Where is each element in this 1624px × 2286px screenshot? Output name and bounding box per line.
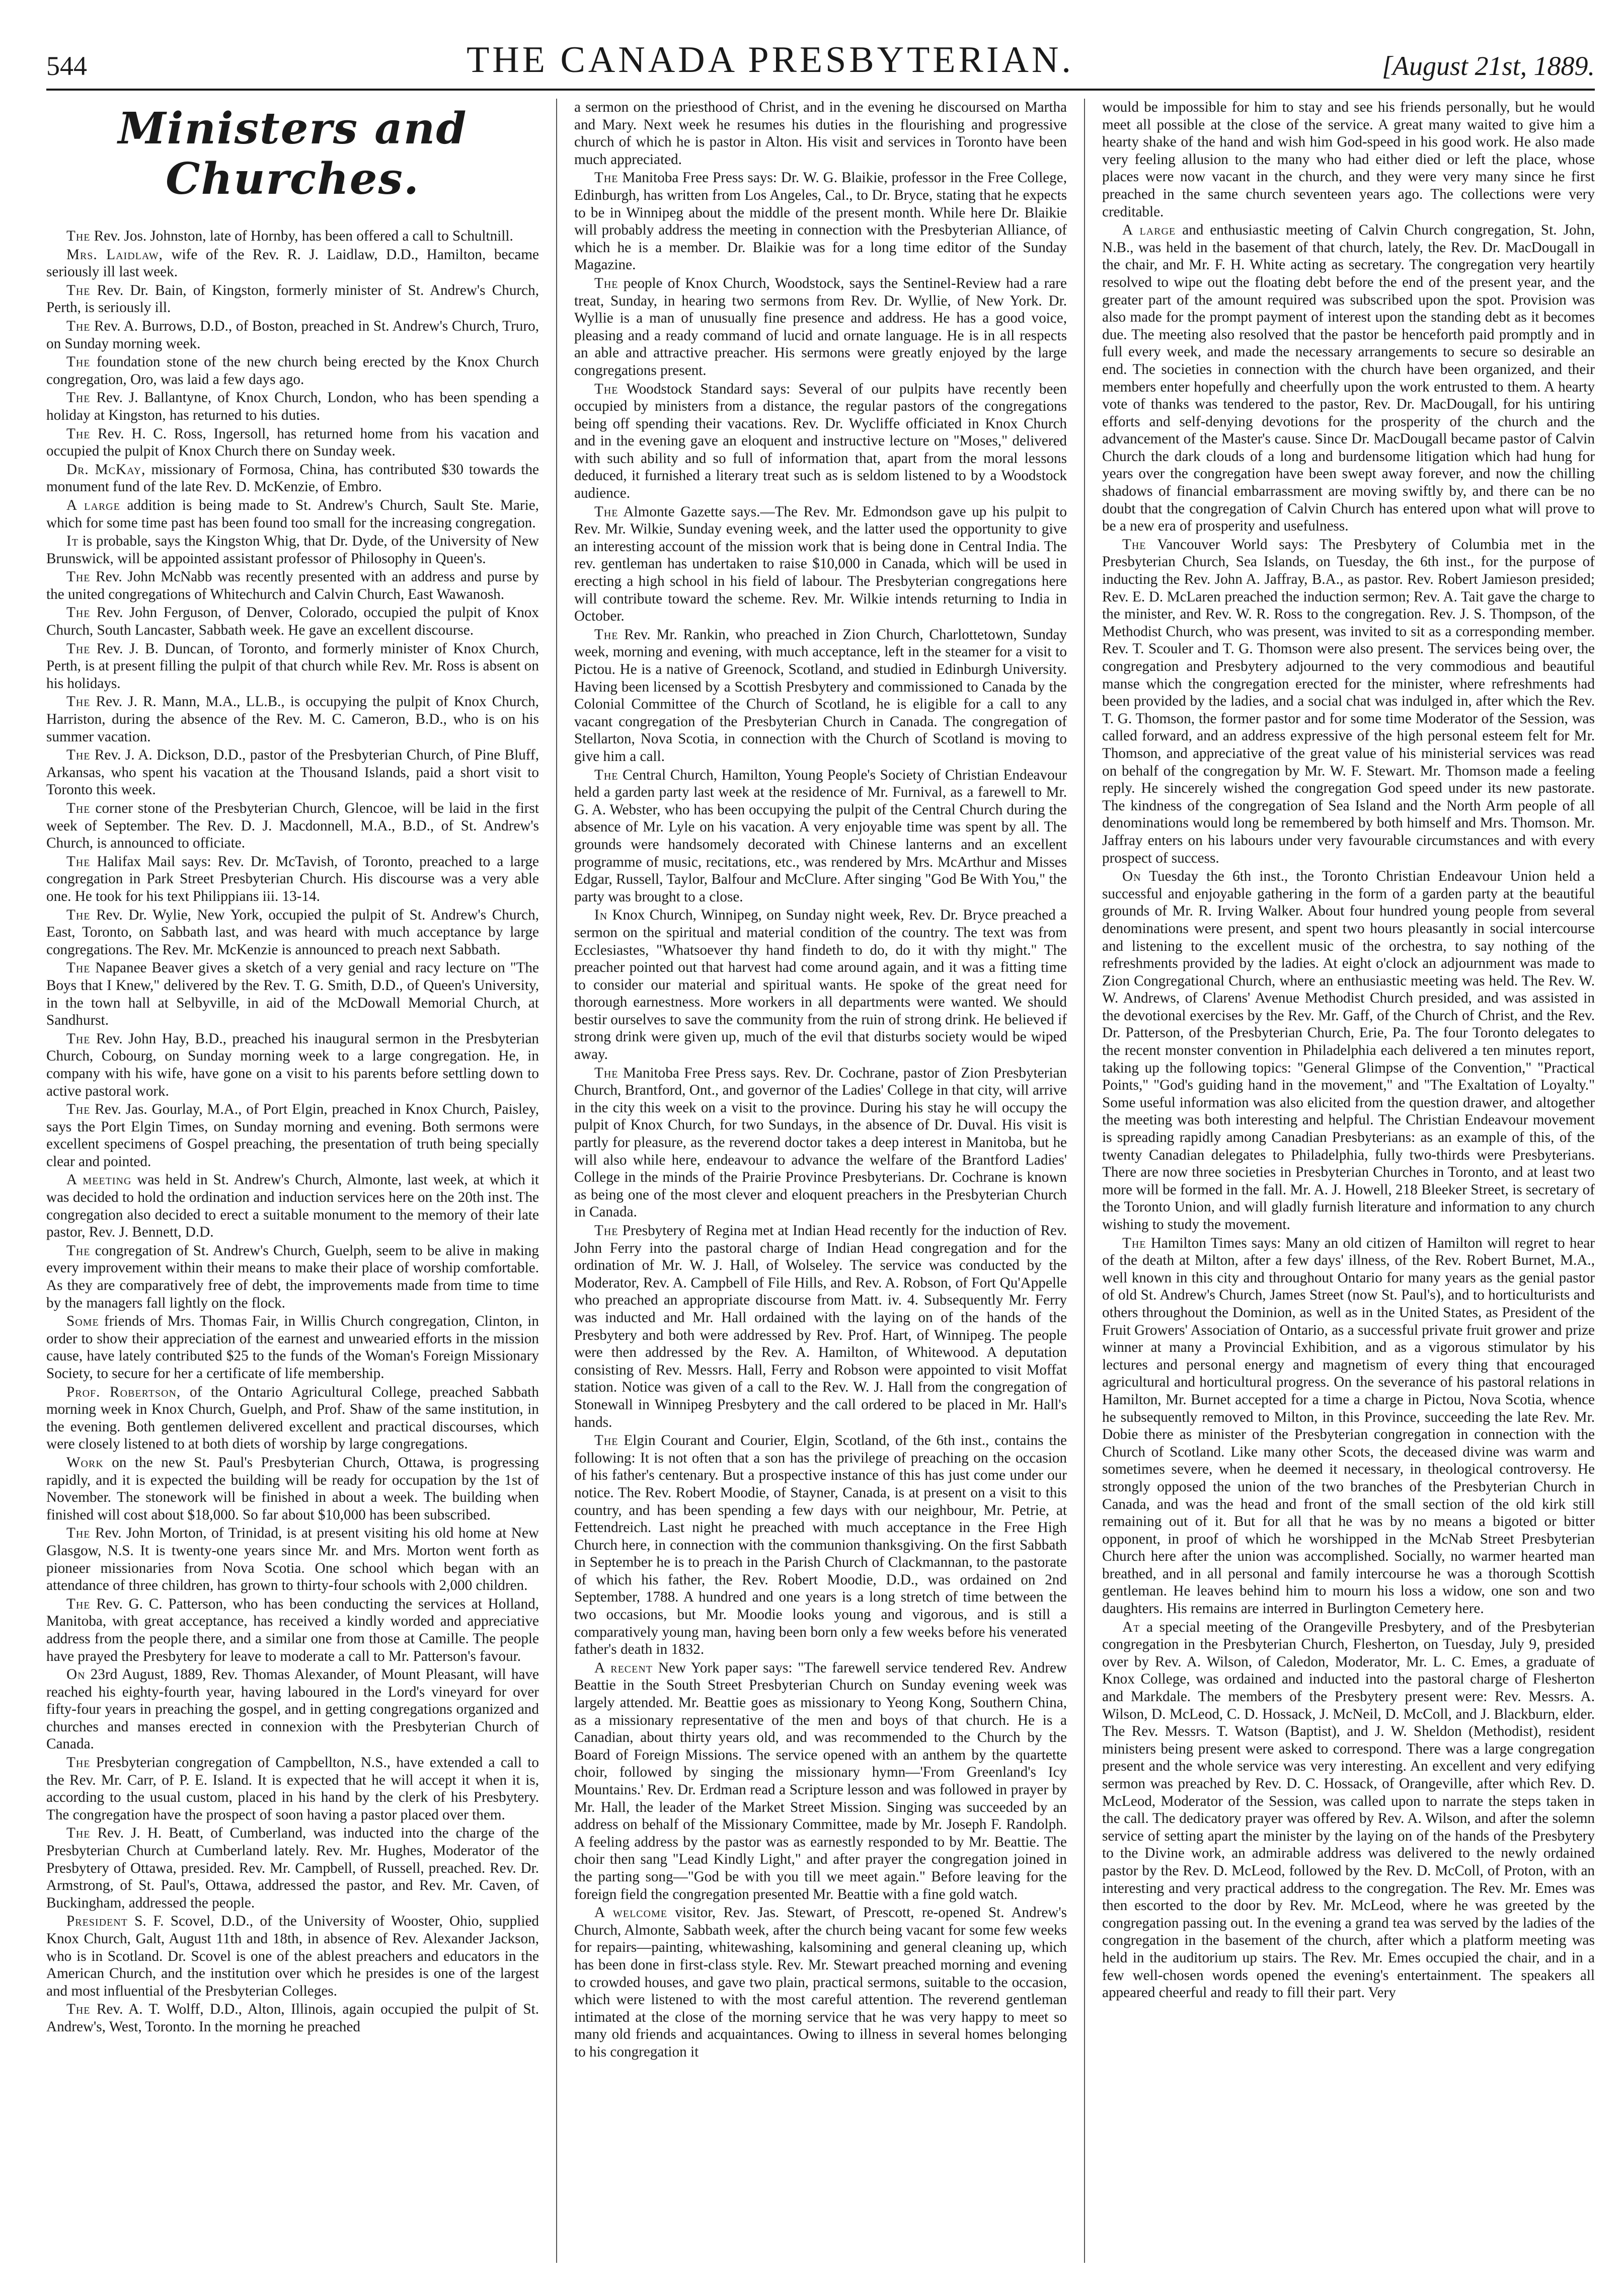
item-text: Elgin Courant and Courier, Elgin, Scotland, of the 6th inst., contains the following: It is not often that a son has the privilege of preaching on the occasion of his father's centenary. But a prospective instance of this has just come under our notice. The Rev. Robert Moodie, of Stayner, Canada, is at present on a visit to this country, and has been spending a few days with our neighbour, Mr. Petrie, at Fettendreich. Last night he preached with much acceptance in the Free High Church here, in connection with the communion thanksgiving. On the first Sabbath in September he is to preach in the Parish Church of Clackmannan, to the pastorate of which his father, the Rev. Robert Moodie, D.D., was ordained on 2nd September, 1788. A hundred and one years is a long stretch of time between the two occasions, but Mr. Moodie looks young and vigorous, and is still a comparatively young man, having been born only a few weeks before his venerated father's death in 1832. (574, 1432, 1067, 1658)
news-item (46, 532, 539, 567)
item-lead: The (66, 354, 91, 370)
news-item (46, 800, 539, 852)
column-1 (46, 99, 556, 2263)
news-item (574, 1222, 1067, 1431)
item-text: Rev. John Morton, of Trinidad, is at present visiting his old home at New Glasgow, N.S. It is twenty-one years since Mr. and Mrs. Morton went forth as pioneer missionaries from Nova Scotia. One school which began with an attendance of three children, has grown to thirty-four schools with 2,000 children. (46, 1525, 539, 1594)
item-text: Rev. John Ferguson, of Denver, Colorado, occupied the pulpit of Knox Church, South Lancaster, Sabbath week. He gave an excellent discourse. (46, 604, 539, 639)
item-lead: A large (66, 497, 120, 513)
item-lead: The (1122, 1235, 1146, 1251)
item-text: would be impossible for him to stay and see his friends personally, but he would meet all possible at the close of the service. A great many waited to give him a hearty shake of the hand and wish him God-speed in his good work. He also made very feeling allusion to the many who had either died or left the place, whose places were now vacant in the church, and they were very many since he first preached in the same church seventeen years ago. The collections were very creditable. (1102, 99, 1595, 220)
item-text: Rev. J. A. Dickson, D.D., pastor of the Presbyterian Church, of Pine Bluff, Arkansas, who spent his vacation at the Thousand Islands, paid a short visit to Toronto this week. (46, 747, 539, 798)
news-item (46, 853, 539, 905)
news-item (46, 1913, 539, 2000)
item-text: Rev. Jas. Gourlay, M.A., of Port Elgin, preached in Knox Church, Paisley, says the Port Elgin Times, on Sunday morning and evening. Both sermons were excellent specimens of Gospel preaching, the presentation of truth being specially clear and pointed. (46, 1101, 539, 1170)
news-item (574, 99, 1067, 168)
news-item (46, 1101, 539, 1170)
page-number: 544 (46, 51, 87, 81)
news-item (46, 1171, 539, 1241)
item-text: Knox Church, Winnipeg, on Sunday night week, Rev. Dr. Bryce preached a sermon on the spiritual and material condition of the country. The text was from Ecclesiastes, "Whatsoever thy hand findeth to do, do it with thy might." The preacher pointed out that harvest had come around again, and it was a fitting time to consider our material and spiritual wants. He spoke of the great need for thorough earnestness. More workers in all departments were wanted. We should bestir ourselves to save the community from the ruin of strong drink. He believed if strong drink were given up, much of the evil that disturbs society would be wiped away. (574, 907, 1067, 1063)
news-item (46, 1666, 539, 1753)
item-text: Rev. A. Burrows, D.D., of Boston, preached in St. Andrew's Church, Truro, on Sunday morning week. (46, 318, 539, 352)
news-item (574, 1064, 1067, 1221)
item-lead: In (594, 907, 608, 924)
news-item (46, 1595, 539, 1665)
item-text: Presbytery of Regina met at Indian Head recently for the induction of Rev. John Ferry into the pastoral charge of Indian Head congregation and for the ordination of Mr. W. J. Hall, of Wolseley. The service was conducted by the Moderator, Rev. A. Campbell of File Hills, and Rev. A. Robson, of Fort Qu'Appelle who preached an appropriate discourse from Matt. iv. 4. Subsequently Mr. Ferry was inducted and Mr. Hall ordained with the laying on of the hands of the Presbytery and both were addressed by Rev. Prof. Hart, of Winnipeg. The people were then addressed by the Rev. A. Hamilton, of Whitewood. A deputation consisting of Rev. Messrs. Hall, Ferry and Robson were appointed to visit Moffat station. Notice was given of a call to the Rev. W. J. Hall from the congregation of Stonewall in Winnipeg Presbytery and the call ordered to be placed in Mr. Hall's hands. (574, 1223, 1067, 1430)
item-text: foundation stone of the new church being erected by the Knox Church congregation, Oro, was laid a few days ago. (46, 354, 539, 388)
news-item (46, 640, 539, 693)
news-item (1102, 536, 1595, 867)
item-text: Napanee Beaver gives a sketch of a very genial and racy lecture on "The Boys that I Knew," delivered by the Rev. T. G. Smith, D.D., of Queen's University, in the town hall at Selbyville, in aid of the McDowall Memorial Church, at Sandhurst. (46, 960, 539, 1029)
item-lead: The (66, 282, 91, 298)
news-item (46, 461, 539, 496)
item-text: Woodstock Standard says: Several of our pulpits have recently been occupied by ministers from a distance, the regular pastors of the congregations being off spending their vacations. Rev. Dr. Wycliffe officiated in Knox Church and in the evening gave an eloquent and instructive lecture on "Moses," delivered with such ability and so full of information that, apart from the moral lessons deduced, it furnished a literary treat such as is seldom listened to by a Woodstock audience. (574, 380, 1067, 502)
item-text: Halifax Mail says: Rev. Dr. McTavish, of Toronto, preached to a large congregation in Park Street Presbyterian Church. His discourse was a very able one. He took for his text Philippians iii. 13-14. (46, 853, 539, 904)
news-item (46, 568, 539, 603)
item-lead: The (66, 1755, 91, 1771)
item-lead: President (66, 1913, 128, 1930)
item-text: Rev. John McNabb was recently presented with an address and purse by the united congregations of Whitechurch and Calvin Church, East Wawanosh. (46, 569, 539, 602)
news-item (46, 604, 539, 639)
item-text: missionary of Formosa, China, has contributed $30 towards the monument fund of the late Rev. D. McKenzie, of Embro. (46, 461, 539, 495)
item-lead: The (66, 906, 91, 923)
item-text: Manitoba Free Press says: Dr. W. G. Blaikie, professor in the Free College, Edinburgh, has written from Los Angeles, Cal., to Dr. Bryce, stating that he expects to be in Winnipeg about the middle of the present month. While here Dr. Blaikie will probably address the meeting in connection with the Presbyterian Alliance, of which he is a member. Dr. Blaikie was for a long time editor of the Sunday Magazine. (574, 170, 1067, 273)
news-item (46, 425, 539, 460)
news-item (574, 380, 1067, 502)
item-text: 23rd August, 1889, Rev. Thomas Alexander, of Mount Pleasant, will have reached his eighty-fourth year, having laboured in the Lord's vineyard for over fifty-four years in preaching the gospel, and in getting congregations organized and churches and manses erected in connexion with the Presbyterian Church of Canada. (46, 1666, 539, 1752)
item-lead: Mrs. Laidlaw, (66, 246, 163, 263)
item-lead: The (66, 853, 91, 870)
item-lead: Dr. McKay, (66, 461, 146, 478)
item-lead: The (594, 275, 618, 291)
item-lead: The (66, 1101, 91, 1118)
column-2 (556, 99, 1084, 2263)
news-item (574, 906, 1067, 1063)
news-item (46, 227, 539, 245)
item-text: wife of the Rev. R. J. Laidlaw, D.D., Hamilton, became seriously ill last week. (46, 246, 539, 280)
item-lead: The (1122, 536, 1146, 553)
news-item (574, 275, 1067, 379)
item-text: Rev. G. C. Patterson, who has been conducting the services at Holland, Manitoba, with great acceptance, has received a kindly worded and appreciative address from the people there, and a similar one from those at Camille. The people have prayed the Presbytery for leave to moderate a call to Mr. Patterson's favour. (46, 1595, 539, 1664)
news-item (46, 959, 539, 1029)
item-lead: The (66, 318, 91, 334)
item-text: Rev. Dr. Bain, of Kingston, formerly minister of St. Andrew's Church, Perth, is seriously ill. (46, 282, 539, 316)
news-item (1102, 868, 1595, 1233)
page-header (46, 35, 1595, 91)
item-lead: The (66, 569, 91, 585)
item-lead: On (1122, 868, 1141, 885)
item-lead: A welcome (594, 1904, 667, 1921)
item-text: of the Ontario Agricultural College, preached Sabbath morning week in Knox Church, Guelph, and Prof. Shaw of the same institution, in the evening. Both gentlemen delivered excellent and practical discourses, which were closely listened to at both diets of worship by large congregations. (46, 1384, 539, 1453)
news-item (574, 1659, 1067, 1903)
item-lead: Work (66, 1454, 104, 1471)
item-text: addition is being made to St. Andrew's Church, Sault Ste. Marie, which for some time past has been found too small for the increasing congregation. (46, 497, 539, 531)
news-item (1102, 1619, 1595, 2002)
item-lead: Prof. Robertson, (66, 1384, 181, 1400)
item-text: Vancouver World says: The Presbytery of Columbia met in the Presbyterian Church, Sea Islands, on Tuesday, the 6th inst., for the purpose of inducting the Rev. John A. Jaffray, B.A., as pastor. Rev. Robert Jamieson presided; Rev. E. D. McLaren preached the induction sermon; Rev. A. Tait gave the charge to the minister, and Rev. W. R. Ross to the congregation. Rev. J. S. Thompson, of the Methodist Church, who was present, was invited to sit as a corresponding member. Rev. T. Scouler and T. G. Thomson were also present. The services being over, the congregation and Presbytery adjourned to the very commodious and beautiful manse which the congregation erected for the minister, where refreshments had been provided by the ladies, and a social chat was indulged in, after which the Rev. T. G. Thomson, the former pastor and for some time Moderator of the Session, was called forward, and an address expressive of the high personal esteem felt for Mr. Thomson, and appreciative of the great value of his ministerial services was read on behalf of the congregation by Mr. W. F. Stewart. Mr. Thomson made a feeling reply. He sincerely wished the congregation God speed under its new pastorate. The kindness of the congregation of Sea Island and the North Arm people of all denominations would long be remembered by both himself and Mrs. Thomson. Mr. Jaffray enters on his labours under very favourable circumstances and with every prospect of success. (1102, 536, 1595, 866)
item-lead: The (66, 2001, 91, 2018)
item-lead: The (66, 1030, 91, 1047)
item-lead: On (66, 1666, 86, 1683)
item-lead: The (66, 747, 91, 764)
item-text: and enthusiastic meeting of Calvin Church congregation, St. John, N.B., was held in the basement of that church, lately, the Rev. Dr. MacDougall in the chair, and Mr. F. H. White acting as secretary. The congregation very heartily resolved to wipe out the floating debt before the end of the present year, and the greater part of the amount required was subscribed upon the spot. Provision was also made for the prompt payment of interest upon the standing debt as it becomes due. The meeting also resolved that the pastor be henceforth paid promptly and in full every week, and made the necessary arrangements to secure so desirable an end. The societies in connection with the church have been organized, and their members enter hopefully and cheerfully upon the work entrusted to them. A hearty vote of thanks was tendered to the pastor, Rev. Dr. MacDougall, for his untiring efforts and self-denying devotions for the prosperity of the church and the advancement of the Master's cause. Since Dr. MacDougall became pastor of Calvin Church the dark clouds of a long and burdensome litigation which had hung for years over the congregation have been swept away forever, and now the chilling shadows of financial embarrassment are moving swiftly by, and there can be no doubt that the congregation of Calvin Church has entered upon what will prove to be a new era of prosperity and usefulness. (1102, 222, 1595, 535)
news-item (1102, 221, 1595, 535)
item-text: friends of Mrs. Thomas Fair, in Willis Church congregation, Clinton, in order to show their appreciation of the earnest and unwearied efforts in the mission cause, have lately contributed $25 to the funds of the Woman's Foreign Missionary Society, to secure for her a certificate of life membership. (46, 1313, 539, 1382)
news-item (46, 1754, 539, 1823)
news-item (46, 906, 539, 959)
news-item (46, 1030, 539, 1100)
section-title: Ministers and Churches. (118, 103, 468, 204)
news-item (46, 693, 539, 745)
item-lead: The (66, 640, 91, 657)
news-item (46, 1242, 539, 1312)
item-lead: A recent (594, 1659, 653, 1676)
item-text: is probable, says the Kingston Whig, that Dr. Dyde, of the University of New Brunswick, will be appointed assistant professor of Philosophy in Queen's. (46, 533, 539, 567)
item-lead: The (66, 800, 91, 816)
item-lead: The (594, 1064, 618, 1081)
news-item (46, 1454, 539, 1523)
issue-date: [August 21st, 1889. (1381, 51, 1595, 81)
news-item (574, 503, 1067, 625)
item-lead: The (66, 1825, 91, 1842)
item-lead: A large (1122, 222, 1176, 239)
item-text: corner stone of the Presbyterian Church, Glencoe, will be laid in the first week of September. The Rev. D. J. Macdonnell, M.A., B.D., of St. Andrew's Church, is announced to officiate. (46, 800, 539, 852)
item-text: Almonte Gazette says.—The Rev. Mr. Edmondson gave up his pulpit to Rev. Mr. Wilkie, Sunday evening week, and the latter used the opportunity to give an interesting account of the mission work that is being done in Central India. The rev. gentleman has undertaken to raise $10,000 in Canada, which will be used in erecting a high school in his field of labour. The Presbyterian congregations here will contribute toward the scheme. Rev. Mr. Wilkie intends returning to India in October. (574, 503, 1067, 625)
item-text: New York paper says: "The farewell service tendered Rev. Andrew Beattie in the South Street Presbyterian Church on Sunday evening week was largely attended. Mr. Beattie goes as missionary to Yeong Kong, Southern China, as a missionary representative of the men and boys of that church. He is a Canadian, about thirty years old, and was recommended to the Church by the Board of Foreign Missions. The service opened with an anthem by the quartette choir, followed by singing the missionary hymn—'From Greenland's Icy Mountains.' Rev. Dr. Erdman read a Scripture lesson and was followed in prayer by Mr. Hall, the leader of the Market Street Mission. Singing was succeeded by an address on behalf of the Missionary Committee, made by Mr. Joseph F. Randolph. A feeling address by the pastor was as earnestly responded to by Mr. Beattie. The choir then sang "Lead Kindly Light," and after prayer the congregation joined in the parting song—"God be with you till we meet again." Before leaving for the foreign field the congregation presented Mr. Beattie with a fine gold watch. (574, 1659, 1067, 1902)
item-text: Hamilton Times says: Many an old citizen of Hamilton will regret to hear of the death at Milton, after a few days' illness, of the Rev. Robert Burnet, M.A., well known in this city and throughout Ontario for many years as the genial pastor of old St. Andrew's Church, James Street (now St. Paul's), and to horticulturists and others throughout the Dominion, as well as in the United States, as President of the Fruit Growers' Association of Ontario, as a successful private fruit grower and prize winner at many a Provincial Exhibition, and as a vigorous stimulator by his lectures and personal energy and magnetism of every thing that encouraged agricultural and horticultural progress. On the severance of his pastoral relations in Hamilton, Mr. Burnet accepted for a time a charge in Pictou, Nova Scotia, whence he subsequently removed to Milton, in this Province, succeeding the late Rev. Mr. Dobie there as minister of the Presbyterian congregation in connection with the Church of Scotland. Like many other Scots, the deceased divine was warm and sometimes severe, when he deemed it necessary, in theological controversy. He strongly opposed the union of the two branches of the Presbyterian Church in Canada, and was the head and front of the small section of the old kirk still remaining out of it. But for all that he was by no means a bigoted or bitter opponent, in proof of which he worshipped in the McNab Street Presbyterian Church here after the union was accomplished. Socially, no warmer hearted man breathed, and in all personal and family intercourse he was a thorough Scottish gentleman. He leaves behind him to mourn his loss a widow, one son and two daughters. His remains are interred in Burlington Cemetery here. (1102, 1235, 1595, 1617)
item-lead: The (594, 503, 618, 520)
item-text: people of Knox Church, Woodstock, says the Sentinel-Review had a rare treat, Sunday, in hearing two sermons from Rev. Dr. Wyllie, of New York. Dr. Wyllie is a man of unusually fine presence and address. He has a good voice, pleasing and a ready command of lucid and ornate language. He is in all respects an able and attractive preacher. His sermons were greatly enjoyed by the large congregations present. (574, 275, 1067, 378)
item-lead: The (66, 694, 91, 710)
item-lead: The (594, 380, 618, 397)
item-lead: The (66, 228, 91, 244)
item-lead: The (66, 425, 91, 442)
news-item (46, 246, 539, 281)
item-lead: A meeting (66, 1172, 132, 1188)
news-item (574, 626, 1067, 766)
item-lead: The (594, 170, 618, 186)
news-item (574, 169, 1067, 274)
item-text: Tuesday the 6th inst., the Toronto Christian Endeavour Union held a successful and enjoyable gathering in the form of a garden party at the beautiful grounds of Mr. R. Irving Walker. About four hundred young people from several denominations were present, and spent two hours pleasantly in social intercourse and listening to the excellent music of the orchestra, to say nothing of the refreshments provided by the ladies. At eight o'clock an adjournment was made to Zion Congregational Church, where an enthusiastic meeting was held. The Rev. W. W. Andrews, of Clarens' Avenue Methodist Church presided, and was assisted in the devotional exercises by the Rev. Mr. Gaff, of the Church of Christ, and the Rev. Dr. Patterson, of the Presbyterian Church, Erie, Pa. The four Toronto delegates to the recent monster convention in Philadelphia each delivered a ten minutes report, taking up the following topics: "General Glimpse of the Convention," "Practical Points," "God's guiding hand in the movement," and "The Exaltation of Loyalty." Some useful information was also elicited from the question drawer, and altogether the meeting was both interesting and helpful. The Christian Endeavour movement is spreading rapidly among Canadian Presbyterians: as an example of this, of the twenty Canadian delegates to Philadelphia, fully two-thirds were Presbyterians. There are now three societies in Presbyterian Churches in Toronto, and at least two more will be formed in the fall. Mr. A. J. Howell, 218 Bleeker Street, is secretary of the Toronto Union, and will gladly furnish literature and information to any church wishing to study the movement. (1102, 868, 1595, 1233)
item-lead: The (594, 626, 618, 643)
item-text: a special meeting of the Orangeville Presbytery, and of the Presbyterian congregation in the Presbyterian Church, Flesherton, on Tuesday, July 9, presided over by Rev. A. Wilson, of Caledon, Moderator, Mr. L. C. Emes, a graduate of Knox College, was ordained and inducted into the pastoral charge of Flesherton and Markdale. The members of the Presbytery present were: Rev. Messrs. A. Wilson, D. McLeod, C. D. Hossack, J. McNeil, D. McColl, and J. Blackburn, elder. The Rev. Messrs. T. Watson (Baptist), and J. W. Sheldon (Methodist), resident ministers being present were asked to correspond. There was a large congregation present and the whole service was very interesting. An excellent and very edifying sermon was preached by Rev. D. C. Hossack, of Orangeville, after which Rev. D. McLeod, Moderator of the Session, was called upon to narrate the steps taken in the call. The dedicatory prayer was offered by Rev. A. Wilson, and after the solemn service of setting apart the minister by the laying on of the hands of the Presbytery to the Divine work, an admirable address was delivered to the newly ordained pastor by the Rev. D. McLeod, followed by the Rev. D. McColl, of Proton, with an interesting and very practical address to the congregation. The Rev. Mr. Emes was then escorted to the door by Rev. Mr. McLeod, where he was greeted by the congregation passing out. In the evening a grand tea was served by the ladies of the congregation in the basement of the church, after which a platform meeting was held in the auditorium up stairs. The Rev. Mr. Emes occupied the chair, and in a few well-chosen words opened the evening's entertainment. The speakers all appeared cheerful and ready to fill their part. Very (1102, 1619, 1595, 2001)
news-item (574, 767, 1067, 906)
item-lead: The (594, 1223, 618, 1239)
news-item (574, 1432, 1067, 1658)
news-item (46, 1824, 539, 1912)
news-item (46, 1313, 539, 1382)
item-text: Rev. J. Ballantyne, of Knox Church, London, who has been spending a holiday at Kingston, has returned to his duties. (46, 390, 539, 423)
item-text: Rev. Mr. Rankin, who preached in Zion Church, Charlottetown, Sunday week, morning and evening, with much acceptance, left in the steamer for a visit to Pictou. He is a native of Greenock, Scotland, and studied in Edinburgh University. Having been licensed by a Scottish Presbytery and commissioned to Canada by the Colonial Committee of the Church of Scotland, he is eligible for a call to any vacant congregation of the Presbyterian Church in Canada. The congregation of Stellarton, Nova Scotia, in connection with the Church of Scotland is moving to give him a call. (574, 626, 1067, 765)
item-text: S. F. Scovel, D.D., of the University of Wooster, Ohio, supplied Knox Church, Galt, August 11th and 18th, in absence of Rev. Alexander Jackson, who is in Scotland. Dr. Scovel is one of the ablest preachers and educators in the American Church, and the institution over which he presides is one of the largest and most influential of the Presbyterian Colleges. (46, 1913, 539, 1999)
item-lead: The (594, 767, 618, 783)
news-item (46, 282, 539, 317)
news-item (46, 353, 539, 388)
item-text: Rev. J. H. Beatt, of Cumberland, was inducted into the charge of the Presbyterian Church at Cumberland lately. Rev. Mr. Hughes, Moderator of the Presbytery of Ottawa, presided. Rev. Mr. Campbell, of Russell, preached. Rev. Dr. Armstrong, of St. Paul's, Ottawa, addressed the pastor, and Rev. Mr. Caven, of Buckingham, addressed the people. (46, 1825, 539, 1911)
item-lead: The (66, 1525, 91, 1542)
item-lead: The (594, 1432, 618, 1449)
item-lead: Some (66, 1313, 99, 1330)
item-text: Rev. Dr. Wylie, New York, occupied the pulpit of St. Andrew's Church, East, Toronto, on Sabbath last, and was heard with much acceptance by large congregations. The Rev. Mr. McKenzie is announced to preach next Sabbath. (46, 906, 539, 958)
news-item (46, 497, 539, 531)
item-text: on the new St. Paul's Presbyterian Church, Ottawa, is progressing rapidly, and it is expected the building will be ready for occupation by the 1st of November. The stonework will be finished in about a week. The building when finished will cost about $18,000. So far about $10,000 has been subscribed. (46, 1454, 539, 1523)
news-item (574, 1904, 1067, 2061)
news-item (46, 1384, 539, 1453)
item-lead: The (66, 1595, 91, 1612)
news-item (46, 746, 539, 799)
item-text: Rev. J. B. Duncan, of Toronto, and formerly minister of Knox Church, Perth, is at present filling the pulpit of that church while Rev. Mr. Ross is absent on his holidays. (46, 640, 539, 692)
item-text: visitor, Rev. Jas. Stewart, of Prescott, re-opened St. Andrew's Church, Almonte, Sabbath week, after the church being vacant for some few weeks for repairs—painting, whitewashing, kalsomining and general cleaning up, which has been done in first-class style. Rev. Mr. Stewart preached morning and evening to crowded houses, and gave two plain, practical sermons, suitable to the occasion, which were listened to with the most careful attention. The reverend gentleman intimated at the close of the morning service that he was very happy to meet so many old friends and acquaintances. Owing to illness in several homes belonging to his congregation it (574, 1904, 1067, 2060)
item-text: Presbyterian congregation of Campbellton, N.S., have extended a call to the Rev. Mr. Carr, of P. E. Island. It is expected that he will accept it when it is, according to the usual custom, placed in his hand by the clerk of his Presbytery. The congregation have the prospect of soon having a pastor placed over them. (46, 1755, 539, 1823)
item-text: Rev. Jos. Johnston, late of Hornby, has been offered a call to Schultnill. (90, 228, 513, 244)
item-lead: The (66, 960, 91, 976)
item-lead: The (66, 390, 91, 406)
news-item (46, 389, 539, 424)
item-text: was held in St. Andrew's Church, Almonte, last week, at which it was decided to hold the ordination and induction services here on the 20th inst. The congregation also decided to erect a suitable monument to the memory of their late pastor, Rev. J. Bennett, D.D. (46, 1172, 539, 1241)
item-text: Central Church, Hamilton, Young People's Society of Christian Endeavour held a garden party last week at the residence of Mr. Furnival, as a farewell to Mr. G. A. Webster, who has been occupying the pulpit of the Central Church during the absence of Mr. Lyle on his vacation. A very enjoyable time was spent by all. The grounds were handsomely decorated with Chinese lanterns and an excellent programme of music, recitations, etc., was rendered by Mrs. McArthur and Misses Edgar, Russell, Taylor, Balfour and McClure. After singing "God Be With You," the party was brought to a close. (574, 767, 1067, 905)
publication-title: THE CANADA PRESBYTERIAN. (467, 39, 1074, 81)
item-text: Rev. John Hay, B.D., preached his inaugural sermon in the Presbyterian Church, Cobourg, on Sunday morning week to a large congregation. He, in company with his wife, have gone on a visit to his parents before settling down to active pastoral work. (46, 1030, 539, 1099)
article-columns (46, 99, 1595, 2263)
news-item (1102, 1235, 1595, 1618)
item-text: a sermon on the priesthood of Christ, and in the evening he discoursed on Martha and Mary. Next week he resumes his duties in the flourishing and progressive church of which he is pastor in Alton. His visit and services in Toronto have been much appreciated. (574, 99, 1067, 168)
item-text: Manitoba Free Press says. Rev. Dr. Cochrane, pastor of Zion Presbyterian Church, Brantford, Ont., and governor of the Ladies' College in that city, will arrive in the city this week on a visit to the province. During his stay he will occupy the pulpit of Knox Church, for two Sundays, in the absence of Dr. Duval. His visit is partly for pleasure, as the reverend doctor takes a deep interest in Manitoba, but he will also while here, endeavour to advance the welfare of the Brantford Ladies' College in the minds of the Prairie Province Presbyterians. Dr. Cochrane is known as being one of the most clever and eloquent preachers in the Presbyterian Church in Canada. (574, 1064, 1067, 1221)
news-item (1102, 99, 1595, 220)
news-item (46, 1525, 539, 1594)
item-lead: The (66, 1242, 91, 1259)
news-item (46, 2001, 539, 2035)
item-text: congregation of St. Andrew's Church, Guelph, seem to be alive in making every improvement within their means to make their place of worship comfortable. As they are comparatively free of debt, the improvements made from time to time by the managers fall lightly on the flock. (46, 1242, 539, 1311)
item-text: Rev. A. T. Wolff, D.D., Alton, Illinois, again occupied the pulpit of St. Andrew's, West, Toronto. In the morning he preached (46, 2001, 539, 2035)
column-3 (1084, 99, 1595, 2263)
item-text: Rev. J. R. Mann, M.A., LL.B., is occupying the pulpit of Knox Church, Harriston, during the absence of the Rev. M. C. Cameron, B.D., who is on his summer vacation. (46, 694, 539, 745)
item-lead: The (66, 604, 91, 621)
item-lead: At (1122, 1619, 1140, 1635)
item-lead: It (66, 533, 79, 550)
news-item (46, 318, 539, 352)
item-text: Rev. H. C. Ross, Ingersoll, has returned home from his vacation and occupied the pulpit of Knox Church there on Sunday week. (46, 425, 539, 460)
